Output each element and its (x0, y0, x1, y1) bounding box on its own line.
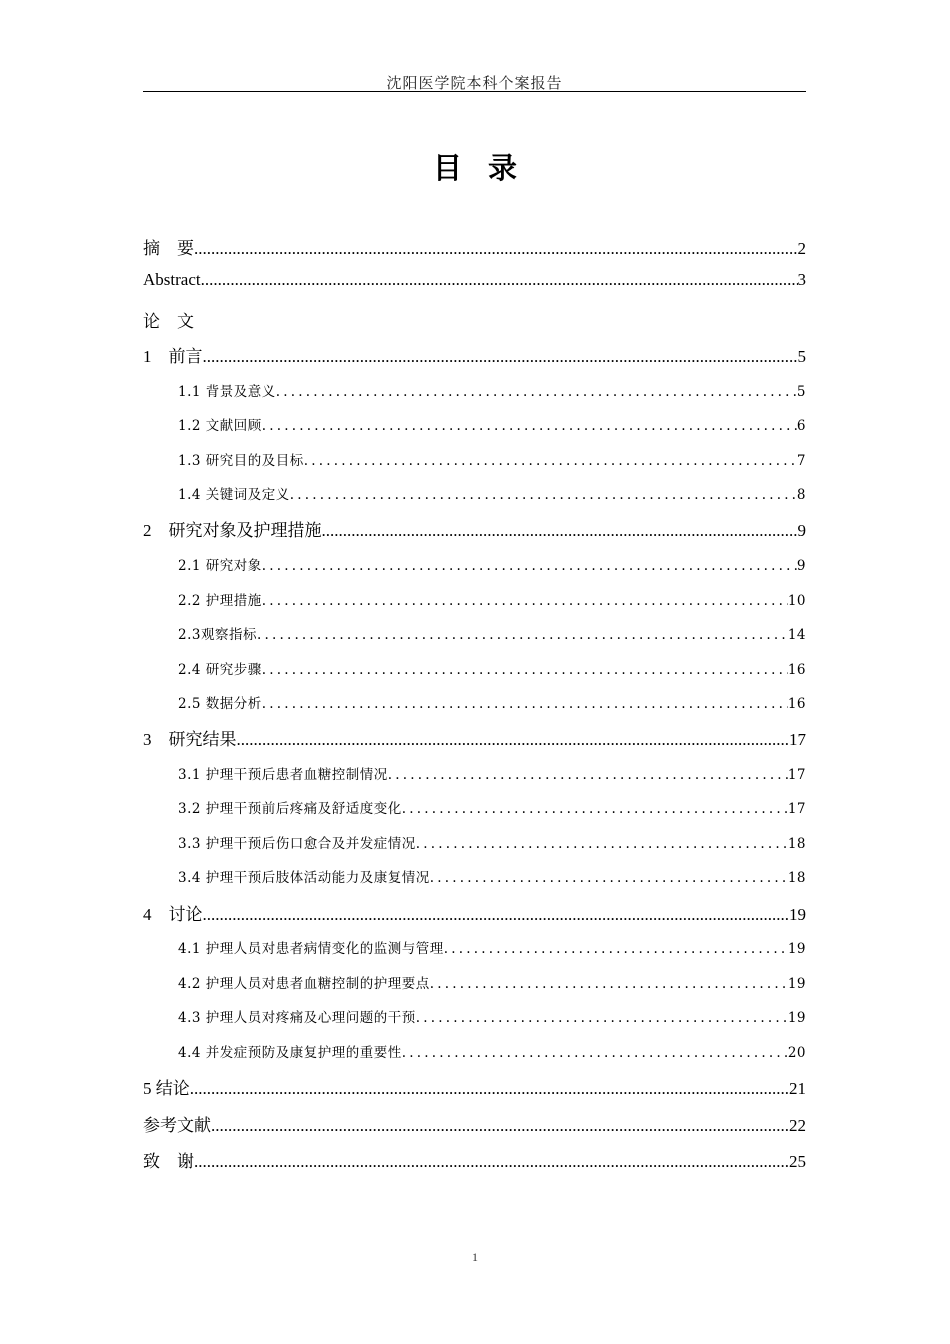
toc-leader (211, 1116, 789, 1136)
toc-entry-label: 3.4 护理干预后肢体活动能力及康复情况 (178, 870, 430, 886)
toc-leader (444, 941, 788, 957)
toc-leader (262, 696, 788, 712)
toc-page-number: 16 (787, 662, 806, 678)
toc-page-number: 17 (787, 801, 806, 817)
toc-entry-section[interactable] (143, 797, 806, 817)
toc-entry-section[interactable] (143, 658, 806, 678)
toc-entry-label: Abstract (143, 270, 201, 289)
toc-leader (402, 801, 788, 817)
toc-entry-chapter[interactable] (143, 725, 806, 750)
toc-page-number: 9 (797, 521, 806, 540)
toc-title-char: 目 (432, 151, 462, 185)
toc-entry-section[interactable] (143, 972, 806, 992)
toc-page-number: 3 (797, 270, 806, 289)
toc-entry-label: 3 研究结果 (143, 730, 237, 749)
toc-leader (262, 662, 788, 678)
toc-page-number: 17 (789, 730, 806, 749)
toc-entry-label: 1 前言 (143, 347, 203, 366)
toc-leader (402, 1045, 788, 1061)
toc-entry-section[interactable] (143, 589, 806, 609)
toc-entry-abstract-cn[interactable] (143, 234, 806, 259)
toc-entry-section[interactable] (143, 937, 806, 957)
toc-page-number: 19 (787, 976, 806, 992)
toc-page-number: 5 (796, 384, 806, 400)
toc-entry-label: 2 研究对象及护理措施 (143, 521, 322, 540)
toc-entry-section[interactable] (143, 414, 806, 434)
toc-entry-label: 致 谢 (143, 1152, 194, 1171)
toc-entry-section[interactable] (143, 449, 806, 469)
toc-leader (203, 905, 790, 925)
toc-page-number: 6 (796, 418, 806, 434)
toc-page-number: 22 (789, 1116, 806, 1135)
toc-entry-label: 2.4 研究步骤 (178, 662, 262, 678)
toc-entry-section[interactable] (143, 483, 806, 503)
toc-leader (190, 1079, 789, 1099)
toc-entry-section[interactable] (143, 692, 806, 712)
toc-entry-references[interactable] (143, 1111, 806, 1136)
toc-page-number: 19 (789, 905, 806, 924)
toc-leader (257, 627, 788, 643)
toc-page-number: 8 (796, 487, 806, 503)
toc-leader (203, 347, 798, 367)
toc-leader (194, 239, 798, 259)
toc-page-number: 19 (787, 941, 806, 957)
toc-entry-chapter[interactable] (143, 1074, 806, 1099)
toc-leader (262, 418, 797, 434)
toc-page-number: 16 (787, 696, 806, 712)
toc-page-number: 19 (787, 1010, 806, 1026)
toc-entry-label: 3.3 护理干预后伤口愈合及并发症情况 (178, 836, 416, 852)
toc-entry-chapter[interactable] (143, 900, 806, 925)
toc-entry-label: 2.1 研究对象 (178, 558, 262, 574)
toc-page-number: 7 (796, 453, 806, 469)
toc-leader (388, 767, 788, 783)
toc-leader (262, 558, 797, 574)
toc-page-number: 18 (787, 870, 806, 886)
toc-entry-label: 摘 要 (143, 239, 194, 258)
toc-entry-label: 3.2 护理干预前后疼痛及舒适度变化 (178, 801, 402, 817)
toc-page-number: 5 (797, 347, 806, 366)
toc-leader (276, 384, 797, 400)
toc-leader (304, 453, 797, 469)
toc-page-number: 20 (787, 1045, 806, 1061)
toc-section-heading (143, 307, 806, 332)
toc-leader (430, 976, 788, 992)
toc-entry-label: 1.2 文献回顾 (178, 418, 262, 434)
toc-entry-label: 5 结论 (143, 1079, 190, 1098)
toc-leader (416, 1010, 788, 1026)
toc-entry-chapter[interactable] (143, 342, 806, 367)
toc-entry-section[interactable] (143, 380, 806, 400)
toc-entry-section[interactable] (143, 866, 806, 886)
toc-entry-section[interactable] (143, 1006, 806, 1026)
toc-entry-section[interactable] (143, 623, 806, 643)
header-rule (143, 91, 806, 92)
toc-entry-label: 4.1 护理人员对患者病情变化的监测与管理 (178, 941, 444, 957)
toc-entry-abstract-en[interactable] (143, 270, 806, 290)
toc-title (0, 146, 950, 187)
toc-page-number: 9 (796, 558, 806, 574)
toc-entry-label: 2.3观察指标 (178, 627, 257, 643)
toc-entry-section[interactable] (143, 832, 806, 852)
toc-page-number: 21 (789, 1079, 806, 1098)
running-header: 沈阳医学院本科个案报告 (386, 74, 563, 92)
toc-page-number: 18 (787, 836, 806, 852)
toc-leader (201, 270, 798, 290)
toc-entry-label: 2.5 数据分析 (178, 696, 262, 712)
toc-entry-acknowledgements[interactable] (143, 1147, 806, 1172)
toc-entry-label: 参考文献 (143, 1116, 211, 1135)
toc-entry-label: 1.4 关键词及定义 (178, 487, 290, 503)
toc-page-number: 25 (789, 1152, 806, 1171)
toc-leader (262, 593, 788, 609)
toc-entry-label: 4.2 护理人员对患者血糖控制的护理要点 (178, 976, 430, 992)
toc-page-number: 10 (787, 593, 806, 609)
toc-entry-section[interactable] (143, 763, 806, 783)
toc-entry-label: 1.3 研究目的及目标 (178, 453, 304, 469)
toc-entry-label: 4.3 护理人员对疼痛及心理问题的干预 (178, 1010, 416, 1026)
toc-leader (290, 487, 797, 503)
toc-leader (237, 730, 790, 750)
toc-leader (416, 836, 788, 852)
toc-entry-section[interactable] (143, 554, 806, 574)
toc-page-number: 14 (787, 627, 806, 643)
toc-entry-label: 3.1 护理干预后患者血糖控制情况 (178, 767, 388, 783)
toc-entry-label: 1.1 背景及意义 (178, 384, 276, 400)
toc-page-number: 2 (797, 239, 806, 258)
toc-leader (194, 1152, 789, 1172)
toc-entry-label: 4.4 并发症预防及康复护理的重要性 (178, 1045, 402, 1061)
toc-page-number: 17 (787, 767, 806, 783)
page-number: 1 (472, 1250, 478, 1264)
toc-entry-label: 2.2 护理措施 (178, 593, 262, 609)
toc-entry-chapter[interactable] (143, 516, 806, 541)
toc-leader (322, 521, 798, 541)
toc-entry-label: 论 文 (143, 312, 194, 331)
toc-entry-label: 4 讨论 (143, 905, 203, 924)
toc-leader (430, 870, 788, 886)
toc-entry-section[interactable] (143, 1041, 806, 1061)
toc-title-char: 录 (488, 151, 518, 185)
